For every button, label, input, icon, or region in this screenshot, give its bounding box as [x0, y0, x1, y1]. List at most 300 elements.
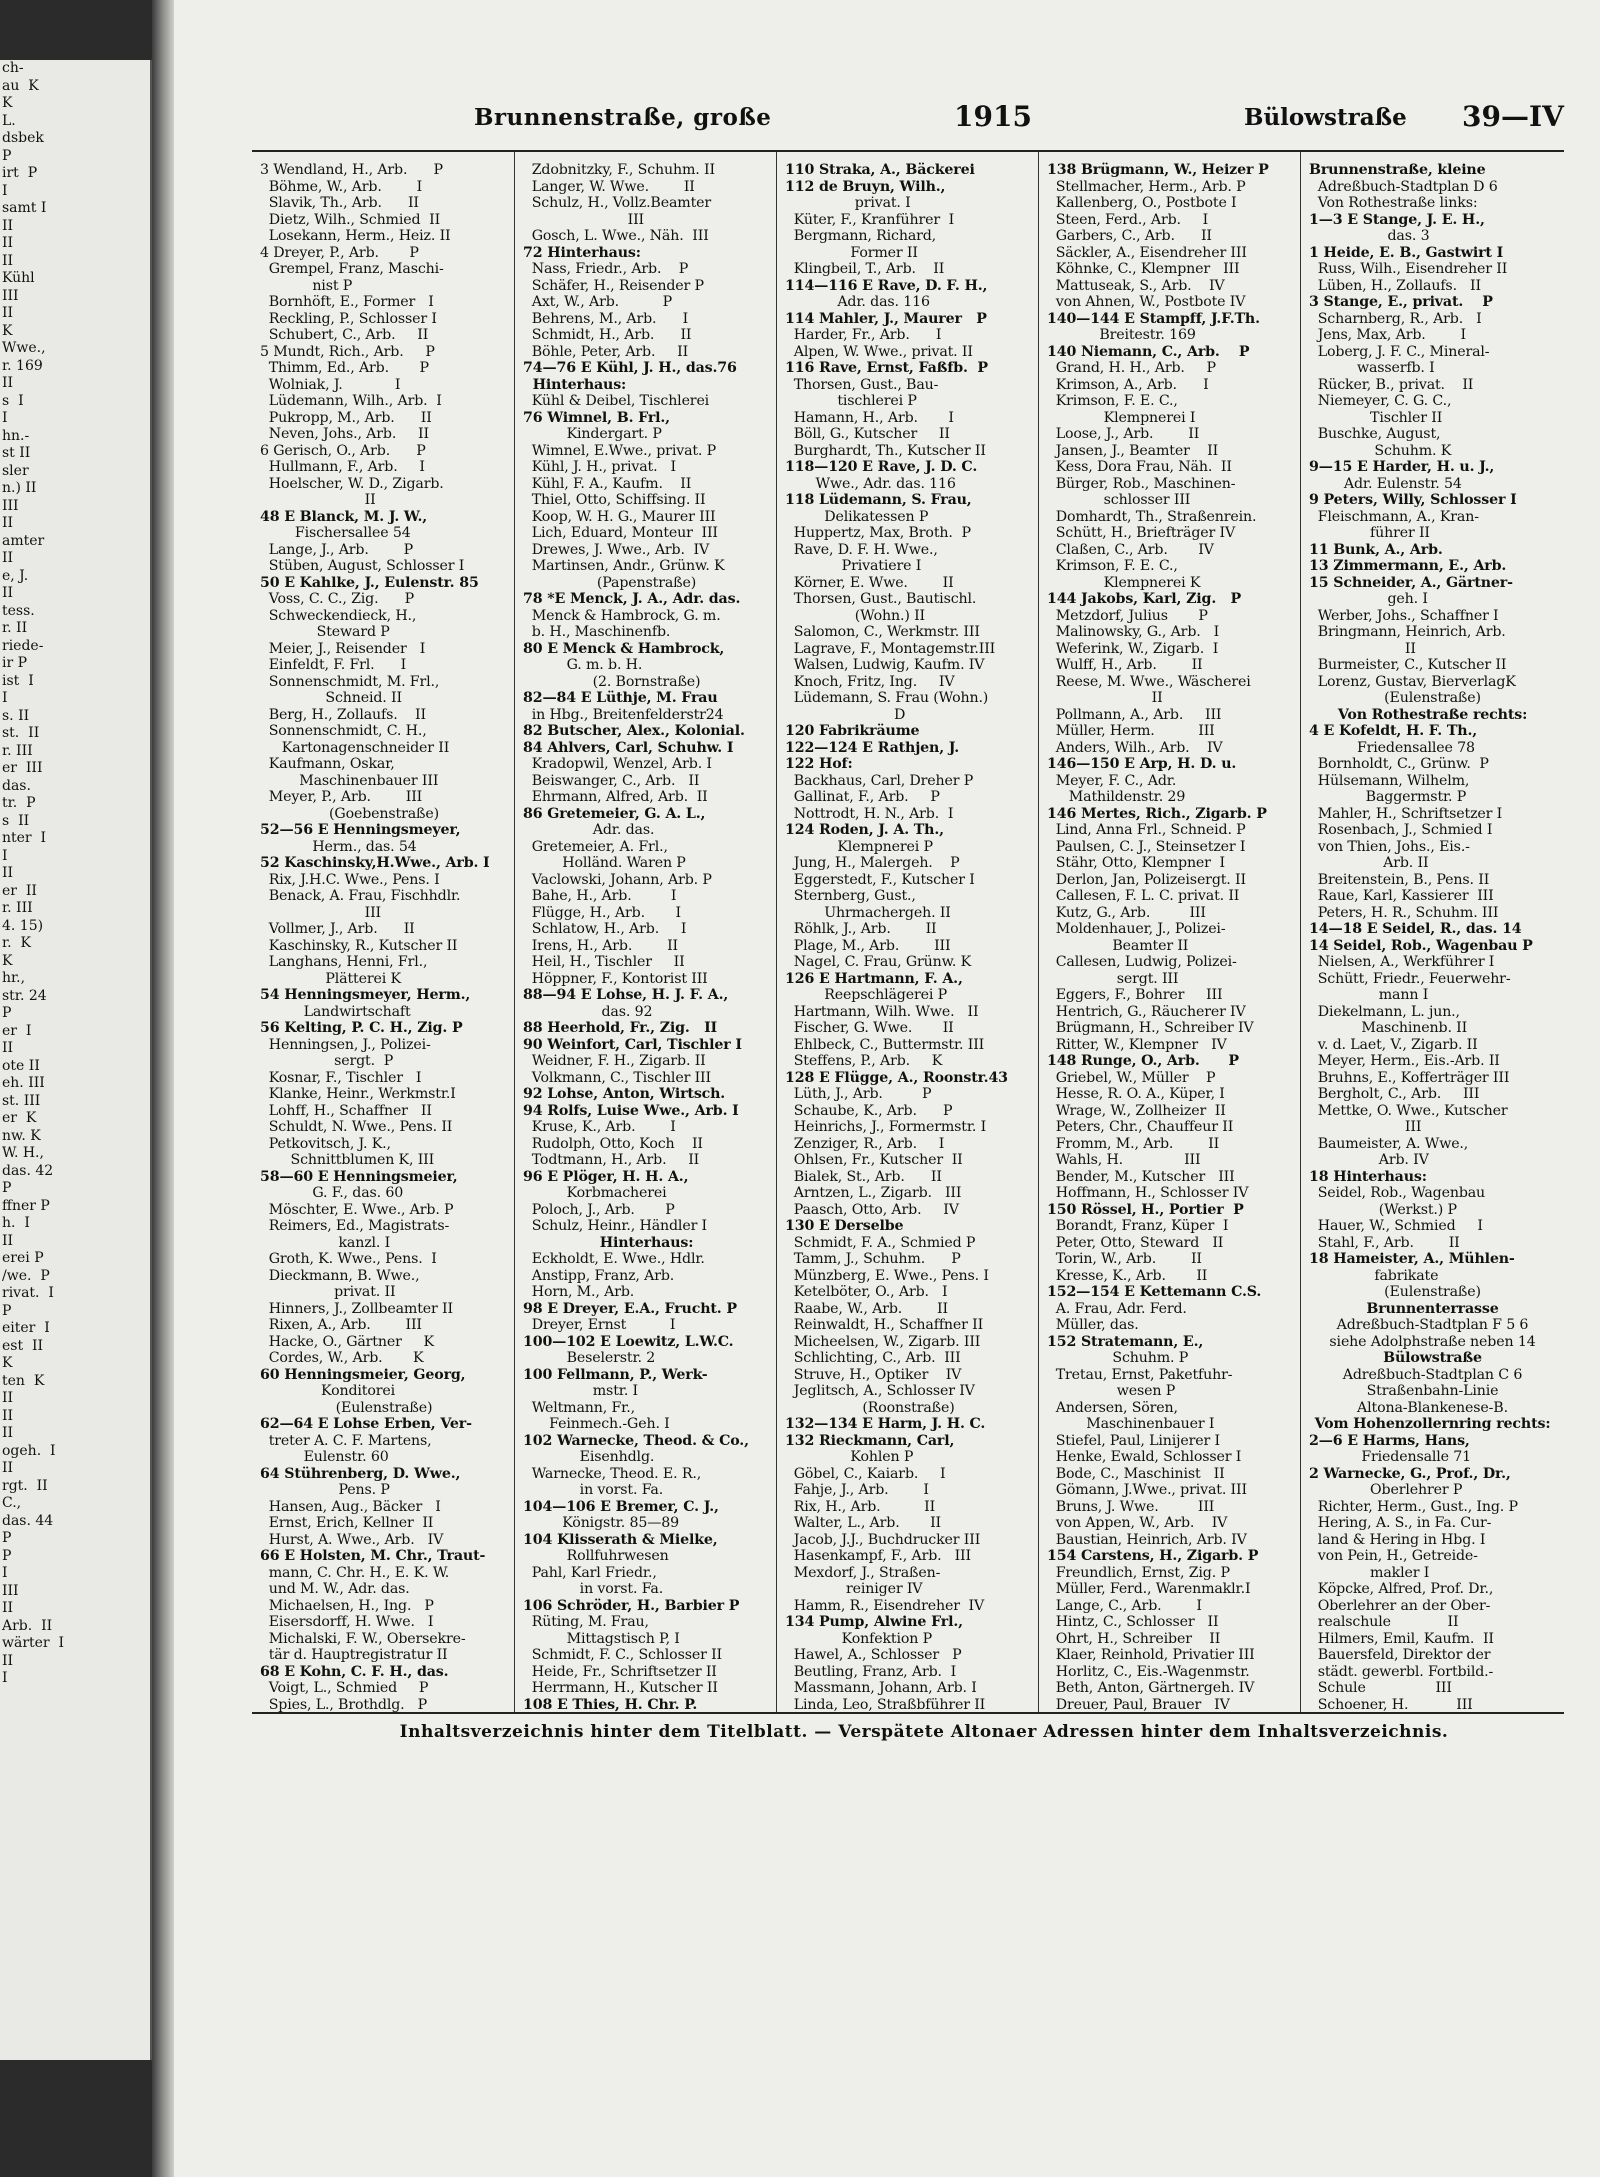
directory-entry-line: 128 E Flügge, A., Roonstr.43 — [785, 1069, 1008, 1086]
directory-entry-line: 132—134 E Harm, J. H. C. — [785, 1416, 986, 1432]
directory-entry-line: Tamm, J., Schuhm. P — [785, 1251, 961, 1267]
directory-columns — [252, 152, 1564, 1712]
directory-entry-line: 120 Fabrikräume — [785, 723, 920, 739]
column-3 — [776, 152, 1038, 1712]
left-page-text-line: au K — [2, 77, 39, 94]
directory-entry-line: Derlon, Jan, Polizeisergt. II — [1047, 871, 1246, 888]
directory-entry-line: in Hbg., Breitenfelderstr24 — [523, 706, 724, 723]
directory-entry-line: Lind, Anna Frl., Schneid. P — [1047, 822, 1246, 838]
directory-entry-line: Kruse, K., Arb. I — [523, 1119, 676, 1135]
directory-entry-line: fabrikate — [1309, 1267, 1439, 1284]
directory-entry-line: wesen P — [1047, 1383, 1176, 1399]
directory-entry-line: Cordes, W., Arb. K — [260, 1350, 424, 1366]
directory-entry-line: 94 Rolfs, Luise Wwe., Arb. I — [523, 1102, 739, 1119]
directory-entry-line: Klempnerei P — [785, 838, 933, 855]
directory-entry-line: Mittagstisch P, I — [523, 1630, 680, 1647]
left-page-text-line: ffner P — [2, 1197, 50, 1214]
directory-entry-line: Köpcke, Alfred, Prof. Dr., — [1309, 1581, 1494, 1597]
directory-entry-line: 13 Zimmermann, E., Arb. — [1309, 558, 1507, 574]
directory-entry-line: Meyer, Herm., Eis.-Arb. II — [1309, 1053, 1500, 1069]
directory-entry-line: Pens. P — [260, 1482, 390, 1498]
directory-entry-line: Jeglitsch, A., Schlosser IV — [785, 1383, 975, 1399]
left-page-text-line: /we. P — [2, 1267, 50, 1284]
directory-entry-line: Beutling, Franz, Arb. I — [785, 1663, 957, 1680]
directory-entry-line: 144 Jakobs, Karl, Zig. P — [1047, 591, 1241, 607]
directory-entry-line: Baumeister, A. Wwe., — [1309, 1135, 1469, 1152]
left-page-text-line: P — [2, 1302, 12, 1319]
directory-entry-line: Axt, W., Arb. P — [523, 294, 672, 310]
cross-street-heading: Altona-Blankenese-B. — [1357, 1399, 1508, 1416]
directory-entry-line: Fleischmann, A., Kran- — [1309, 508, 1479, 525]
directory-entry-line: Uhrmachergeh. II — [785, 904, 951, 921]
directory-entry-line: Ernst, Erich, Kellner II — [260, 1515, 434, 1531]
directory-entry-line: Mathildenstr. 29 — [1047, 789, 1186, 805]
directory-entry-line: Bialek, St., Arb. II — [785, 1168, 942, 1185]
directory-entry-line: 104 Klisserath & Mielke, — [523, 1531, 718, 1548]
directory-entry-line: Schuhm. P — [1047, 1350, 1189, 1366]
directory-entry-line: Reepschlägerei P — [785, 987, 948, 1003]
directory-entry-line: Kaufmann, Oskar, — [260, 756, 395, 772]
directory-entry-line: 140 Niemann, C., Arb. P — [1047, 343, 1250, 360]
directory-entry-line: Krimson, A., Arb. I — [1047, 376, 1209, 393]
directory-entry-line: Schulz, Heinr., Händler I — [523, 1218, 708, 1234]
directory-entry-line: Schnittblumen K, III — [260, 1152, 435, 1168]
directory-entry-line: Former II — [785, 244, 918, 261]
directory-entry-line: Kutz, G., Arb. III — [1047, 904, 1206, 921]
directory-entry-line: Feinmech.-Geh. I — [523, 1416, 670, 1432]
directory-entry-line: Poloch, J., Arb. P — [523, 1201, 675, 1218]
directory-entry-line: Diekelmann, L. jun., — [1309, 1003, 1460, 1020]
directory-entry-line: Hasenkampf, F., Arb. III — [785, 1548, 971, 1564]
directory-entry-line: Kresse, K., Arb. II — [1047, 1267, 1208, 1284]
left-page-text-line: II — [2, 585, 14, 601]
left-page-text-line: st. II — [2, 725, 40, 741]
directory-entry-line: Dietz, Wilh., Schmied II — [260, 211, 441, 228]
directory-entry-line: Möschter, E. Wwe., Arb. P — [260, 1201, 454, 1218]
directory-entry-line: 146—150 E Arp, H. D. u. — [1047, 756, 1237, 772]
directory-entry-line: Beiswanger, C., Arb. II — [523, 772, 700, 789]
directory-entry-line: Schoener, H. III — [1309, 1696, 1473, 1712]
directory-entry-line: Beselerstr. 2 — [523, 1350, 656, 1366]
directory-entry-line: 52—56 E Henningsmeyer, — [260, 822, 461, 838]
directory-entry-line: 62—64 E Lohse Erben, Ver- — [260, 1416, 472, 1432]
directory-entry-line: Kohlen P — [785, 1449, 914, 1465]
directory-entry-line: 114—116 E Rave, D. F. H., — [785, 277, 988, 294]
directory-entry-line: Brügmann, H., Schreiber IV — [1047, 1020, 1254, 1036]
left-page-text-line: h. I — [2, 1215, 30, 1231]
directory-entry-line: Domhardt, Th., Straßenrein. — [1047, 508, 1257, 525]
directory-entry-line: nist P — [260, 277, 353, 294]
directory-entry-line: Stellmacher, Herm., Arb. P — [1047, 178, 1246, 195]
left-page-text-line: r. 169 — [2, 357, 43, 374]
cross-street-heading: (Eulenstraße) — [1384, 690, 1481, 706]
directory-entry-line: v. d. Laet, V., Zigarb. II — [1309, 1036, 1478, 1053]
left-page-text-line: er K — [2, 1110, 37, 1126]
directory-entry-line: Eisenhdlg. — [523, 1449, 655, 1465]
directory-entry-line: II — [1309, 640, 1416, 657]
directory-entry-line: Friedensallee 78 — [1309, 739, 1475, 756]
directory-entry-line: makler I — [1309, 1564, 1430, 1581]
directory-entry-line: von Appen, W., Arb. IV — [1047, 1515, 1228, 1531]
directory-entry-line: Müller, Herm. III — [1047, 723, 1215, 739]
directory-entry-line: Oberlehrer an der Ober- — [1309, 1597, 1491, 1614]
directory-entry-line: 56 Kelting, P. C. H., Zig. P — [260, 1020, 463, 1036]
directory-entry-line: Grempel, Franz, Maschi- — [260, 261, 444, 277]
directory-entry-line: Werber, Johs., Schaffner I — [1309, 607, 1499, 624]
left-page-text-line: s I — [2, 392, 24, 409]
directory-entry-line: Anstipp, Franz, Arb. — [523, 1267, 675, 1284]
directory-entry-line: Lange, J., Arb. P — [260, 541, 413, 558]
directory-entry-line: Rollfuhrwesen — [523, 1548, 669, 1564]
directory-entry-line: 9 Peters, Willy, Schlosser I — [1309, 492, 1517, 508]
directory-entry-line: Weferink, W., Zigarb. I — [1047, 640, 1219, 657]
directory-entry-line: 148 Runge, O., Arb. P — [1047, 1053, 1239, 1069]
directory-entry-line: Peters, Chr., Chauffeur II — [1047, 1119, 1234, 1135]
directory-entry-line: Dieckmann, B. Wwe., — [260, 1267, 420, 1284]
left-page-text-line: er I — [2, 1022, 32, 1039]
directory-entry-line: Menck & Hambrock, G. m. — [523, 607, 721, 624]
directory-entry-line: Moldenhauer, J., Polizei- — [1047, 921, 1226, 937]
directory-entry-line: Kühl, J. H., privat. I — [523, 459, 676, 475]
directory-entry-line: Brunnenstraße, kleine — [1309, 162, 1486, 178]
header-page-number: 39—IV — [1462, 100, 1564, 133]
left-page-text-line: Kühl — [2, 270, 35, 286]
directory-entry-line: II — [260, 492, 376, 508]
left-page-text-line: K — [2, 322, 13, 339]
directory-entry-line: Arntzen, L., Zigarb. III — [785, 1185, 962, 1201]
directory-entry-line: Hoelscher, W. D., Zigarb. — [260, 475, 444, 492]
directory-entry-line: Lüdemann, S. Frau (Wohn.) — [785, 690, 989, 706]
directory-entry-line: 146 Mertes, Rich., Zigarb. P — [1047, 805, 1267, 822]
directory-entry-line: Bornholdt, C., Grünw. P — [1309, 756, 1489, 772]
directory-entry-line: III — [523, 211, 644, 228]
left-page-text-line: er III — [2, 760, 43, 776]
left-page-text-line: s. II — [2, 707, 30, 724]
directory-entry-line: Kradopwil, Wenzel, Arb. I — [523, 756, 712, 772]
left-page-text-line: II — [2, 235, 14, 251]
left-page-text-line: K — [2, 95, 13, 111]
directory-entry-line: Stiefel, Paul, Linijerer I — [1047, 1432, 1220, 1449]
page-header — [244, 100, 1584, 140]
directory-entry-line: Henningsen, J., Polizei- — [260, 1036, 431, 1053]
directory-entry-line: Eckholdt, E. Wwe., Hdlr. — [523, 1251, 705, 1267]
cross-street-heading: (2. Bornstraße) — [592, 673, 701, 690]
directory-entry-line: Lagrave, F., Montagemstr.III — [785, 640, 996, 657]
directory-entry-line: Grand, H. H., Arb. P — [1047, 360, 1216, 376]
left-page-text-line: III — [2, 497, 19, 514]
directory-entry-line: 78 *E Menck, J. A., Adr. das. — [523, 591, 741, 607]
left-page-text-line: irt P — [2, 165, 38, 181]
directory-entry-line: 154 Carstens, H., Zigarb. P — [1047, 1548, 1259, 1564]
left-page-text-line: rivat. I — [2, 1285, 54, 1301]
directory-entry-line: Rosenbach, J., Schmied I — [1309, 822, 1493, 838]
left-page-text-line: das. 42 — [2, 1162, 54, 1179]
directory-entry-line: Müller, Ferd., Warenmaklr.I — [1047, 1581, 1251, 1597]
left-page-text-line: I — [2, 1670, 8, 1686]
directory-entry-line: Schmidt, F. C., Schlosser II — [523, 1647, 722, 1663]
directory-entry-line: Martinsen, Andr., Grünw. K — [523, 558, 725, 574]
left-page-text-line: wärter I — [2, 1635, 65, 1651]
directory-entry-line: 138 Brügmann, W., Heizer P — [1047, 162, 1269, 178]
directory-entry-line: Hilmers, Emil, Kaufm. II — [1309, 1630, 1494, 1647]
directory-entry-line: Reinwaldt, H., Schaffner II — [785, 1317, 984, 1333]
directory-entry-line: Schule III — [1309, 1680, 1452, 1696]
left-page-text-line: tess. — [2, 602, 35, 619]
directory-entry-line: Weltmann, Fr., — [523, 1399, 635, 1416]
left-page-text-line: eh. III — [2, 1075, 45, 1091]
directory-entry-line: Kess, Dora Frau, Näh. II — [1047, 459, 1232, 475]
directory-entry-line: Kallenberg, O., Postbote I — [1047, 195, 1237, 211]
directory-entry-line: Plätterei K — [260, 970, 401, 987]
directory-entry-line: Breitenstein, B., Pens. II — [1309, 871, 1490, 888]
directory-entry-line: in vorst. Fa. — [523, 1482, 664, 1498]
directory-entry-line: Hamm, R., Eisendreher IV — [785, 1597, 985, 1614]
directory-entry-line: Kühl & Deibel, Tischlerei — [523, 393, 710, 409]
cross-street-heading: Adreßbuch-Stadtplan C 6 — [1342, 1366, 1523, 1383]
directory-entry-line: Wahls, H. III — [1047, 1152, 1201, 1168]
directory-entry-line: Korbmacherei — [523, 1185, 667, 1201]
directory-entry-line: Malinowsky, G., Arb. I — [1047, 624, 1220, 640]
directory-entry-line: schlosser III — [1047, 492, 1191, 508]
directory-entry-line: Holländ. Waren P — [523, 855, 686, 871]
directory-entry-line: Ohlsen, Fr., Kutscher II — [785, 1152, 963, 1168]
directory-entry-line: Thimm, Ed., Arb. P — [260, 360, 429, 376]
left-page-text-line: samt I — [2, 200, 47, 216]
directory-entry-line: Callesen, Ludwig, Polizei- — [1047, 954, 1237, 970]
directory-entry-line: Hülsemann, Wilhelm, — [1309, 772, 1470, 789]
directory-entry-line: Drewes, J. Wwe., Arb. IV — [523, 541, 710, 558]
directory-entry-line: Paulsen, C. J., Steinsetzer I — [1047, 838, 1246, 855]
directory-entry-line: Göbel, C., Kaiarb. I — [785, 1465, 946, 1482]
footer-rule — [252, 1712, 1564, 1714]
left-page-fragment — [0, 60, 152, 2060]
directory-entry-line: Ritter, W., Klempner IV — [1047, 1036, 1227, 1053]
directory-entry-line: Heil, H., Tischler II — [523, 954, 685, 970]
directory-entry-line: Burghardt, Th., Kutscher II — [785, 442, 986, 459]
cross-street-heading: Brunnenterrasse — [1366, 1300, 1499, 1317]
directory-entry-line: Rix, J.H.C. Wwe., Pens. I — [260, 871, 440, 888]
directory-entry-line: Fahje, J., Arb. I — [785, 1482, 929, 1498]
directory-entry-line: Hauer, W., Schmied I — [1309, 1218, 1483, 1234]
directory-entry-line: Adr. Eulenstr. 54 — [1309, 475, 1462, 492]
directory-entry-line: Micheelsen, W., Zigarb. III — [785, 1333, 981, 1350]
directory-entry-line: Mexdorf, J., Straßen- — [785, 1564, 941, 1581]
directory-entry-line: Bergholt, C., Arb. III — [1309, 1086, 1480, 1102]
directory-entry-line: Nottrodt, H. N., Arb. I — [785, 805, 954, 822]
directory-entry-line: Dreuer, Paul, Brauer IV — [1047, 1696, 1230, 1712]
directory-entry-line: Böhle, Peter, Arb. II — [523, 343, 689, 360]
left-page-text-line: C., — [2, 1495, 22, 1511]
column-4 — [1038, 152, 1300, 1712]
directory-entry-line: land & Hering in Hbg. I — [1309, 1531, 1486, 1548]
directory-entry-line: Adr. das. — [523, 822, 655, 838]
directory-entry-line: Schulz, H., Vollz.Beamter — [523, 195, 711, 211]
directory-entry-line: Beth, Anton, Gärtnergeh. IV — [1047, 1680, 1255, 1696]
directory-entry-line: Sonnenschmidt, C. H., — [260, 723, 427, 739]
directory-entry-line: 2 Warnecke, G., Prof., Dr., — [1309, 1465, 1511, 1482]
directory-entry-line: Privatiere I — [785, 558, 922, 574]
directory-entry-line: Nagel, C. Frau, Grünw. K — [785, 954, 972, 970]
directory-entry-line: Beamter II — [1047, 937, 1189, 954]
directory-entry-line: Schütt, Friedr., Feuerwehr- — [1309, 970, 1511, 987]
directory-entry-line: Backhaus, Carl, Dreher P — [785, 772, 974, 789]
directory-entry-line: Oberlehrer P — [1309, 1482, 1463, 1498]
directory-entry-line: Klaer, Reinhold, Privatier III — [1047, 1647, 1255, 1663]
left-page-text-line: II — [2, 1425, 14, 1441]
directory-entry-line: von Pein, H., Getreide- — [1309, 1548, 1478, 1564]
directory-entry-line: Mattuseak, S., Arb. IV — [1047, 277, 1225, 294]
directory-entry-line: Kosnar, F., Tischler I — [260, 1069, 422, 1086]
directory-entry-line: Burmeister, C., Kutscher II — [1309, 657, 1507, 673]
directory-entry-line: Vollmer, J., Arb. II — [260, 921, 415, 937]
directory-entry-line: städt. gewerbl. Fortbild.- — [1309, 1663, 1494, 1680]
directory-entry-line: 66 E Holsten, M. Chr., Traut- — [260, 1548, 486, 1564]
left-page-text-line: r. K — [2, 935, 31, 951]
directory-entry-line: 100 Fellmann, P., Werk- — [523, 1366, 708, 1383]
directory-entry-line: Maschinenbauer III — [260, 772, 439, 789]
cross-street-heading: Straßenbahn-Linie — [1366, 1383, 1499, 1399]
directory-entry-line: 152 Stratemann, E., — [1047, 1333, 1204, 1350]
directory-entry-line: 86 Gretemeier, G. A. L., — [523, 805, 706, 822]
left-page-text-line: e, J. — [2, 567, 29, 584]
directory-entry-line: Dreyer, Ernst I — [523, 1317, 676, 1333]
directory-entry-line: Tischler II — [1309, 409, 1443, 426]
left-page-text-line: II — [2, 1460, 14, 1476]
left-page-text-line: III — [2, 1582, 19, 1599]
directory-entry-line: Mahler, H., Schriftsetzer I — [1309, 805, 1503, 822]
directory-entry-line: Klanke, Heinr., Werkmstr.I — [260, 1086, 456, 1102]
directory-entry-line: 9—15 E Harder, H. u. J., — [1309, 459, 1495, 475]
directory-entry-line: Bruns, J. Wwe. III — [1047, 1498, 1215, 1515]
directory-entry-line: Ehlbeck, C., Buttermstr. III — [785, 1036, 985, 1053]
directory-entry-line: 130 E Derselbe — [785, 1218, 904, 1234]
directory-entry-line: Meyer, P., Arb. III — [260, 789, 423, 805]
directory-entry-line: Plage, M., Arb. III — [785, 937, 951, 954]
directory-entry-line: III — [260, 904, 381, 921]
directory-entry-line: Ketelböter, O., Arb. I — [785, 1284, 948, 1300]
cross-street-heading: (Eulenstraße) — [1384, 1284, 1481, 1300]
directory-entry-line: III — [1309, 1119, 1422, 1135]
directory-entry-line: Huppertz, Max, Broth. P — [785, 525, 971, 541]
directory-entry-line: privat. II — [260, 1284, 396, 1300]
directory-entry-line: Slavik, Th., Arb. II — [260, 195, 419, 211]
header-street-right: Bülowstraße — [1244, 104, 1407, 131]
directory-entry-line: Behrens, M., Arb. I — [523, 310, 689, 327]
directory-entry-line: Steward P — [260, 624, 390, 640]
directory-entry-line: Heinrichs, J., Formermstr. I — [785, 1119, 987, 1135]
directory-entry-line: Pollmann, A., Arb. III — [1047, 706, 1222, 723]
directory-entry-line: Bode, C., Maschinist II — [1047, 1465, 1225, 1482]
directory-entry-line: Klempnerei I — [1047, 409, 1196, 426]
directory-entry-line: Maschinenb. II — [1309, 1020, 1468, 1036]
directory-entry-line: Weidner, F. H., Zigarb. II — [523, 1053, 706, 1069]
directory-entry-line: Höppner, F., Kontorist III — [523, 970, 708, 987]
directory-entry-line: Von Rothestraße links: — [1309, 195, 1478, 211]
directory-entry-line: Hamann, H., Arb. I — [785, 409, 954, 426]
directory-entry-line: Heide, Fr., Schriftsetzer II — [523, 1663, 717, 1680]
left-page-text-line: II — [2, 1040, 14, 1056]
directory-entry-line: Küter, F., Kranführer I — [785, 211, 955, 228]
directory-entry-line: 74—76 E Kühl, J. H., das.76 — [523, 360, 737, 376]
directory-entry-line: Krimson, F. E. C., — [1047, 558, 1178, 574]
directory-entry-line: Hawel, A., Schlosser P — [785, 1647, 962, 1663]
left-page-text-line: I — [2, 690, 8, 706]
directory-entry-line: Jung, H., Malergeh. P — [785, 855, 960, 871]
directory-entry-line: Rudolph, Otto, Koch II — [523, 1135, 703, 1152]
directory-entry-line: Linda, Leo, Straßbführer II — [785, 1696, 986, 1712]
directory-entry-line: Schaube, K., Arb. P — [785, 1102, 953, 1119]
directory-entry-line: Einfeldt, F. Frl. I — [260, 657, 407, 673]
directory-entry-line: 112 de Bruyn, Wilh., — [785, 178, 946, 195]
left-page-text-line: I — [2, 1565, 8, 1581]
directory-entry-line: Schäfer, H., Reisender P — [523, 277, 704, 294]
directory-entry-line: Reckling, P., Schlosser I — [260, 310, 437, 327]
directory-entry-line: Steffens, P., Arb. K — [785, 1053, 943, 1069]
directory-entry-line: Thorsen, Gust., Bautischl. — [785, 591, 977, 607]
directory-entry-line: Langhans, Henni, Frl., — [260, 954, 428, 970]
book-gutter — [152, 0, 174, 2177]
directory-entry-line: Sonnenschmidt, M. Frl., — [260, 673, 440, 690]
directory-entry-line: mstr. I — [523, 1383, 638, 1399]
cross-street-heading: (Papenstraße) — [596, 574, 697, 591]
directory-entry-line: Bornhöft, E., Former I — [260, 294, 434, 310]
directory-entry-line: Paasch, Otto, Arb. IV — [785, 1201, 959, 1218]
directory-entry-line: Buschke, August, — [1309, 426, 1441, 442]
directory-entry-line: 114 Mahler, J., Maurer P — [785, 310, 987, 327]
directory-entry-line: Schütt, H., Briefträger IV — [1047, 525, 1236, 541]
directory-entry-line: D — [785, 706, 906, 723]
directory-entry-line: Callesen, F. L. C. privat. II — [1047, 888, 1240, 904]
directory-entry-line: Mettke, O. Wwe., Kutscher — [1309, 1102, 1508, 1119]
directory-entry-line: Flügge, H., Arb. I — [523, 904, 681, 921]
directory-entry-line: Torin, W., Arb. II — [1047, 1251, 1202, 1267]
directory-entry-line: 52 Kaschinsky,H.Wwe., Arb. I — [260, 855, 490, 871]
directory-entry-line: Massmann, Johann, Arb. I — [785, 1680, 977, 1696]
cross-street-heading: (Roonstraße) — [862, 1399, 955, 1416]
directory-entry-line: (Werkst.) P — [1309, 1201, 1457, 1218]
directory-entry-line: Peter, Otto, Steward II — [1047, 1234, 1224, 1251]
directory-entry-line: Thiel, Otto, Schiffsing. II — [523, 492, 706, 508]
directory-entry-line: Bürger, Rob., Maschinen- — [1047, 475, 1236, 492]
directory-entry-line: Zdobnitzky, F., Schuhm. II — [523, 162, 715, 178]
cross-street-heading: Vom Hohenzollernring rechts: — [1314, 1416, 1551, 1432]
directory-entry-line: Kühl, F. A., Kaufm. II — [523, 475, 692, 492]
directory-entry-line: 104—106 E Bremer, C. J., — [523, 1498, 719, 1515]
left-page-text-line: I — [2, 847, 8, 864]
header-year: 1915 — [954, 100, 1032, 133]
directory-entry-line: Meyer, F. C., Adr. — [1047, 772, 1177, 789]
directory-entry-line: Horn, M., Arb. — [523, 1284, 635, 1300]
directory-entry-line: 116 Rave, Ernst, Faßfb. P — [785, 360, 988, 376]
left-page-text-line: ch- — [2, 60, 24, 76]
directory-entry-line: 64 Stührenberg, D. Wwe., — [260, 1465, 461, 1482]
directory-entry-line: 2—6 E Harms, Hans, — [1309, 1432, 1470, 1449]
directory-entry-line: Konditorei — [260, 1383, 396, 1399]
directory-entry-line: (Wohn.) II — [785, 607, 925, 624]
left-page-text-line: hn.- — [2, 427, 30, 444]
directory-entry-line: 84 Ahlvers, Carl, Schuhw. I — [523, 739, 734, 756]
directory-entry-line: Todtmann, H., Arb. II — [523, 1152, 700, 1168]
left-page-text-line: erei P — [2, 1250, 44, 1266]
directory-entry-line: Neven, Johs., Arb. II — [260, 426, 429, 442]
directory-entry-line: Schlichting, C., Arb. III — [785, 1350, 961, 1366]
directory-entry-line: Loose, J., Arb. II — [1047, 426, 1200, 442]
left-page-text-line: s II — [2, 812, 30, 829]
directory-entry-line: 4 Dreyer, P., Arb. P — [260, 244, 419, 261]
left-page-text-line: rgt. II — [2, 1477, 48, 1494]
directory-entry-line: und M. W., Adr. das. — [260, 1581, 410, 1597]
directory-entry-line: privat. I — [785, 195, 911, 211]
